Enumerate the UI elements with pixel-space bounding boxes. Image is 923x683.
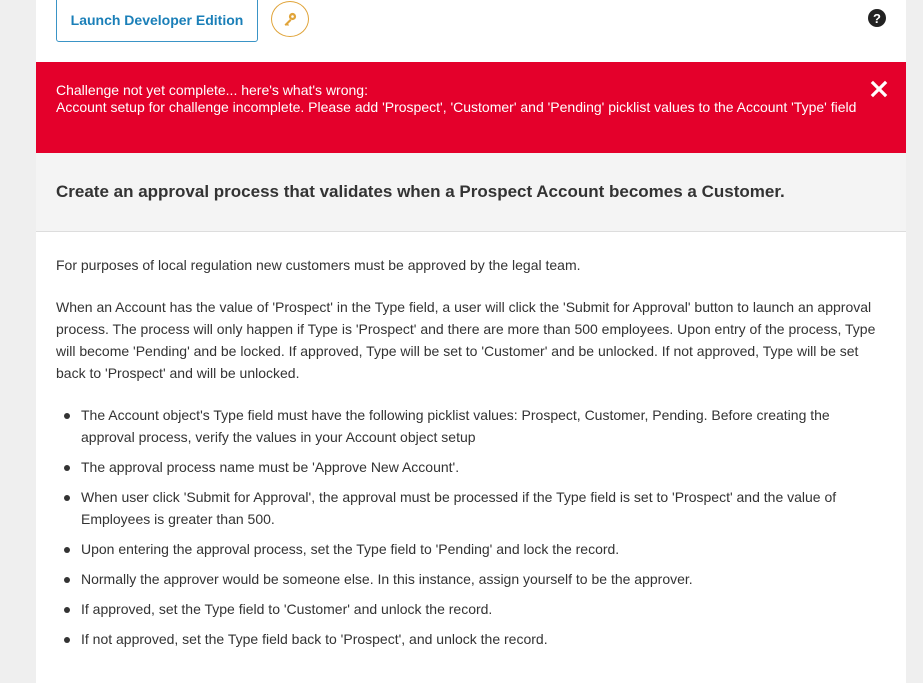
bullet-icon [64,495,70,501]
list-item [56,404,886,448]
bullet-icon [64,413,70,419]
list-item [56,568,886,590]
bullet-icon [64,547,70,553]
requirement-text: If approved, set the Type field to 'Customer' and unlock the record. [81,601,493,617]
key-icon [282,11,298,27]
bullet-icon [64,465,70,471]
error-heading: Challenge not yet complete... here's what's wrong: [56,82,368,98]
challenge-intro: For purposes of local regulation new customers must be approved by the legal team. [56,257,581,273]
close-icon[interactable] [870,80,888,98]
requirement-text: The Account object's Type field must have the following picklist values: Prospect, Customer, Pending. Before creating the approval process, verify the values in your Account object setup [81,407,830,445]
list-item [56,598,886,620]
requirements-list [56,404,886,650]
top-toolbar [36,0,906,62]
bullet-icon [64,577,70,583]
requirement-text: The approval process name must be 'Approve New Account'. [81,459,460,475]
key-button[interactable] [271,1,309,37]
requirement-text: Upon entering the approval process, set the Type field to 'Pending' and lock the record. [81,541,620,557]
requirement-text: If not approved, set the Type field back to 'Prospect', and unlock the record. [81,631,548,647]
challenge-header [36,153,906,232]
list-item [56,456,886,478]
bullet-icon [64,637,70,643]
requirement-text: When user click 'Submit for Approval', the approval must be processed if the Type field is set to 'Prospect' and the value of Employees is greater than 500. [81,489,837,527]
requirement-text: Normally the approver would be someone else. In this instance, assign yourself to be the approver. [81,571,693,587]
bullet-icon [64,607,70,613]
list-item [56,486,886,530]
error-banner [36,62,906,153]
error-message: Account setup for challenge incomplete. Please add 'Prospect', 'Customer' and 'Pending' picklist values to the Account 'Type' field [56,99,857,115]
list-item [56,538,886,560]
question-circle-icon[interactable]: ? [868,9,886,27]
challenge-title: Create an approval process that validates when a Prospect Account becomes a Customer. [56,182,785,201]
challenge-content [36,232,906,683]
challenge-description: When an Account has the value of 'Prospect' in the Type field, a user will click the 'Submit for Approval' button to launch an approval process. The process will only happen if Type is 'Prospect' and there are more than 500 employees. Upon entry of the process, Type will become 'Pending' and be locked. If approved, Type will be set to 'Customer' and be unlocked. If not approved, Type will be set back to 'Prospect' and will be unlocked. [56,299,876,381]
list-item [56,628,886,650]
launch-developer-edition-button[interactable]: Launch Developer Edition [56,0,258,42]
